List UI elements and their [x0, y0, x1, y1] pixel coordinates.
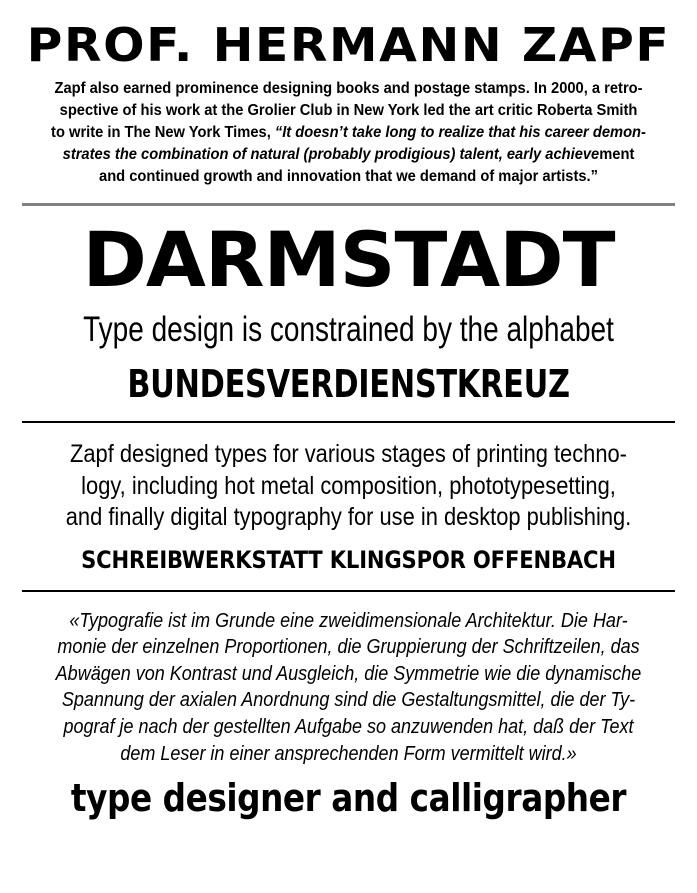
display-schreibwerkstatt: SCHREIBWERKSTATT KLINGSPOR OFFENBACH — [81, 545, 616, 574]
intro-line-4-roman: ment — [599, 145, 635, 163]
intro-line-1: Zapf also earned prominence designing books and postage stamps. In 2000, a retro- — [54, 80, 643, 97]
tech-line-2: logy, including hot metal composition, phototypesetting, — [81, 471, 616, 500]
display-bottom-line: type designer and calligrapher — [70, 776, 627, 821]
german-quote-paragraph — [35, 608, 662, 768]
intro-line-3 — [31, 122, 666, 144]
german-line-1: «Typografie ist im Grunde eine zweidimensionale Architektur. Die Har- — [69, 609, 628, 632]
intro-line-4 — [31, 144, 666, 166]
spacer-below-rule-3 — [0, 592, 697, 608]
display-sentence-alphabet: Type design is constrained by the alphabet — [83, 310, 614, 350]
spacer-below-rule-2 — [0, 423, 697, 439]
intro-line-2: spective of his work at the Grolier Club in New York led the art critic Roberta Smith — [59, 101, 638, 119]
intro-line-3-italic: “It doesn’t take long to realize that his career demon- — [274, 123, 646, 141]
german-line-3: Abwägen von Kontrast und Ausgleich, die Symmetrie wie die dynamische — [55, 662, 642, 685]
intro-paragraph — [16, 68, 682, 187]
display-darmstadt: DARMSTADT — [82, 215, 615, 305]
display-bundesverdienstkreuz: BUNDESVERDIENSTKREUZ — [127, 362, 570, 407]
tech-line-3: and finally digital typography for use in desktop publishing. — [65, 503, 632, 532]
tech-line-1: Zapf designed types for various stages of printing techno- — [70, 440, 627, 469]
intro-line-3-roman: to write in The New York Times, — [51, 123, 275, 141]
german-line-6: dem Leser in einer ansprechenden Form vermittelt wird.» — [120, 742, 577, 765]
german-line-5: pograf je nach der gestellten Aufgabe so anzuwenden hat, daß der Text — [63, 716, 634, 738]
spacer-above-rule-1 — [0, 187, 697, 203]
spacer-above-rule-3 — [0, 572, 697, 590]
page-title: PROF. HERMANN ZAPF — [26, 18, 671, 72]
tech-paragraph — [44, 439, 654, 534]
intro-line-4-italic: strates the combination of natural (probably prodigious) talent, early achieve — [62, 145, 600, 163]
german-line-2: monie der einzelnen Proportionen, die Gruppierung der Schriftzeilen, das — [57, 636, 640, 659]
intro-line-5: and continued growth and innovation that we demand of major artists.” — [99, 167, 598, 185]
german-line-4: Spannung der axialen Anordnung sind die Gestaltungsmittel, die der Ty- — [61, 689, 636, 712]
